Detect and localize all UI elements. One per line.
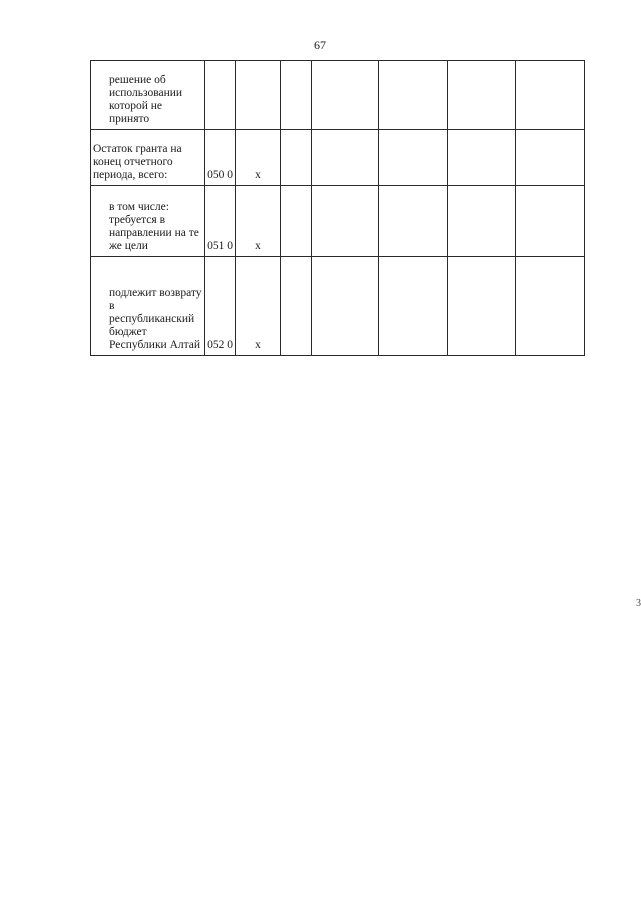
empty-cell bbox=[516, 130, 585, 186]
empty-cell bbox=[281, 130, 312, 186]
empty-cell bbox=[312, 130, 379, 186]
empty-cell bbox=[516, 61, 585, 130]
empty-cell bbox=[312, 186, 379, 257]
page-number: 67 bbox=[314, 38, 326, 52]
empty-cell bbox=[312, 257, 379, 356]
empty-cell bbox=[448, 186, 516, 257]
row-mark: x bbox=[236, 130, 281, 186]
empty-cell bbox=[448, 130, 516, 186]
table-row bbox=[91, 186, 585, 257]
empty-cell bbox=[516, 257, 585, 356]
table-row bbox=[91, 61, 585, 130]
margin-mark: 3 bbox=[636, 598, 641, 609]
row-mark: x bbox=[236, 186, 281, 257]
row-mark: x bbox=[236, 257, 281, 356]
empty-cell bbox=[281, 61, 312, 130]
row-label: в том числе: требуется в направлении на те же цели bbox=[91, 186, 205, 257]
empty-cell bbox=[281, 257, 312, 356]
row-label: подлежит возврату в республиканский бюджет Республики Алтай bbox=[91, 257, 205, 356]
table-row bbox=[91, 257, 585, 356]
empty-cell bbox=[448, 257, 516, 356]
row-code: 050 0 bbox=[205, 130, 236, 186]
empty-cell bbox=[448, 61, 516, 130]
empty-cell bbox=[516, 186, 585, 257]
table-row bbox=[91, 130, 585, 186]
empty-cell bbox=[379, 130, 448, 186]
row-code bbox=[205, 61, 236, 130]
empty-cell bbox=[379, 257, 448, 356]
row-code: 052 0 bbox=[205, 257, 236, 356]
empty-cell bbox=[281, 186, 312, 257]
empty-cell bbox=[312, 61, 379, 130]
row-label: Остаток гранта на конец отчетного периода, всего: bbox=[91, 130, 205, 186]
row-code: 051 0 bbox=[205, 186, 236, 257]
row-label: решение об использовании которой не принято bbox=[91, 61, 205, 130]
grant-balance-table bbox=[90, 60, 585, 356]
empty-cell bbox=[379, 61, 448, 130]
row-mark bbox=[236, 61, 281, 130]
empty-cell bbox=[379, 186, 448, 257]
